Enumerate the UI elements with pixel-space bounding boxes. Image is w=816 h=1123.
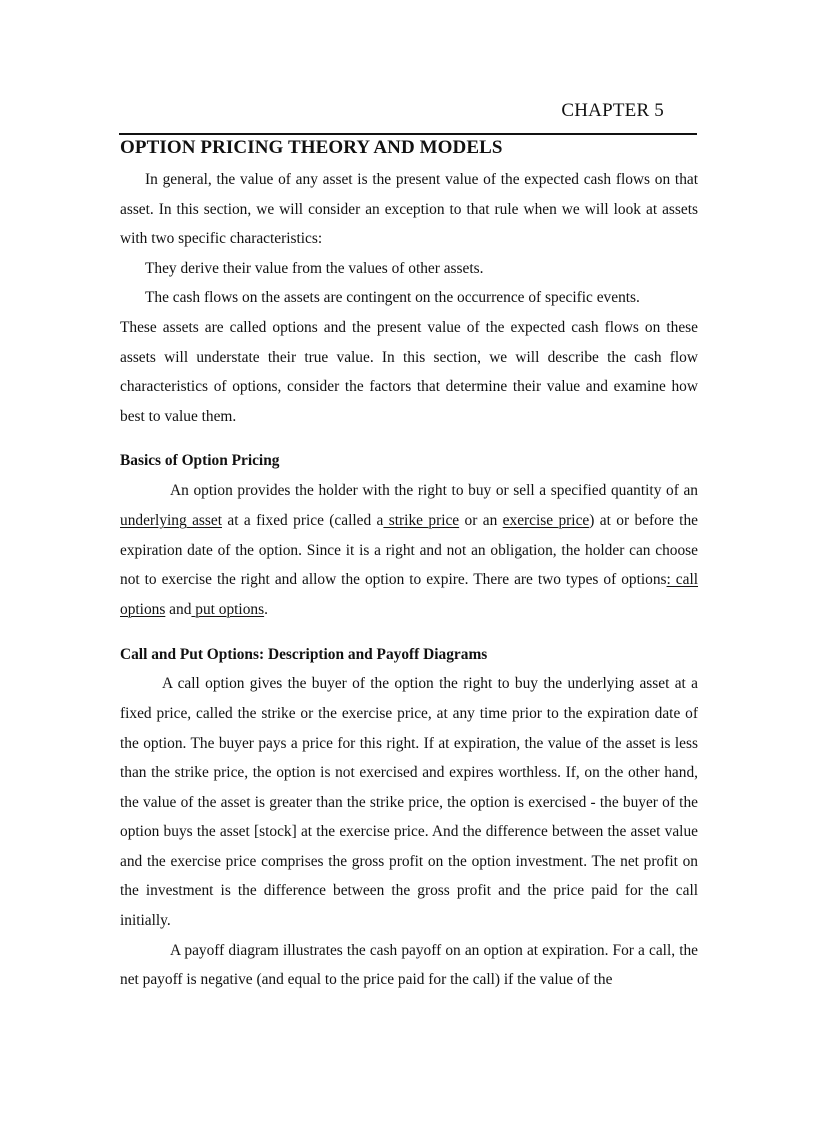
chapter-label: CHAPTER 5 <box>561 100 664 121</box>
page-title: OPTION PRICING THEORY AND MODELS <box>120 137 503 158</box>
underlying-asset-link[interactable]: underlying asset <box>120 511 222 529</box>
header-rule <box>119 133 697 135</box>
strike-price-link[interactable]: strike price <box>383 511 460 529</box>
characteristic-item-2: The cash flows on the assets are contingent on the occurrence of specific events. <box>145 289 640 307</box>
section-heading-call-put: Call and Put Options: Description and Payoff Diagrams <box>120 646 488 664</box>
basics-text-2: at a fixed price (called a <box>222 511 384 529</box>
call-option-paragraph: A call option gives the buyer of the option the right to buy the underlying asset at a fixed price, called the strike or the exercise price, at any time prior to the expiration date of the option. The buyer pays a price for this right. If at expiration, the value of the asset is less than the strike price, the option is not exercised and expires worthless. If, on the other hand, the value of the asset is greater than the strike price, the option is exercised - the buyer of the option buys the asset [stock] at the exercise price. And the difference between the asset value and the exercise price comprises the gross profit on the option investment. The net profit on the investment is the difference between the gross profit and the price paid for the call initially. <box>120 675 698 930</box>
call-options-link[interactable]: : call options <box>120 571 699 618</box>
basics-text-1: An option provides the holder with the right to buy or sell a specified quantity of an <box>170 482 698 500</box>
basics-text-5: and <box>165 600 192 618</box>
basics-text-4: ) at or before the expiration date of the option. Since it is a right and not an obligation, the holder can choose not to exercise the right and allow the option to expire. There are two types of options <box>120 511 698 589</box>
basics-text-3: or an <box>459 511 503 529</box>
basics-text-6: . <box>264 600 268 618</box>
section-heading-basics: Basics of Option Pricing <box>120 452 280 470</box>
document-body <box>120 136 698 995</box>
intro-paragraph: In general, the value of any asset is the present value of the expected cash flows on that asset. In this section, we will consider an exception to that rule when we will look at assets with two specific characteristics: <box>120 171 698 248</box>
payoff-diagram-paragraph: A payoff diagram illustrates the cash payoff on an option at expiration. For a call, the net payoff is negative (and equal to the price paid for the call) if the value of the <box>120 941 698 989</box>
exercise-price-link[interactable]: exercise price <box>502 511 590 529</box>
intro-paragraph-2: These assets are called options and the present value of the expected cash flows on these assets will understate their true value. In this section, we will describe the cash flow characteristics of options, consider the factors that determine their value and examine how best to value them. <box>120 318 698 425</box>
put-options-link[interactable]: put options <box>191 600 265 618</box>
basics-paragraph <box>120 476 698 624</box>
characteristic-item-1: They derive their value from the values of other assets. <box>145 259 484 277</box>
